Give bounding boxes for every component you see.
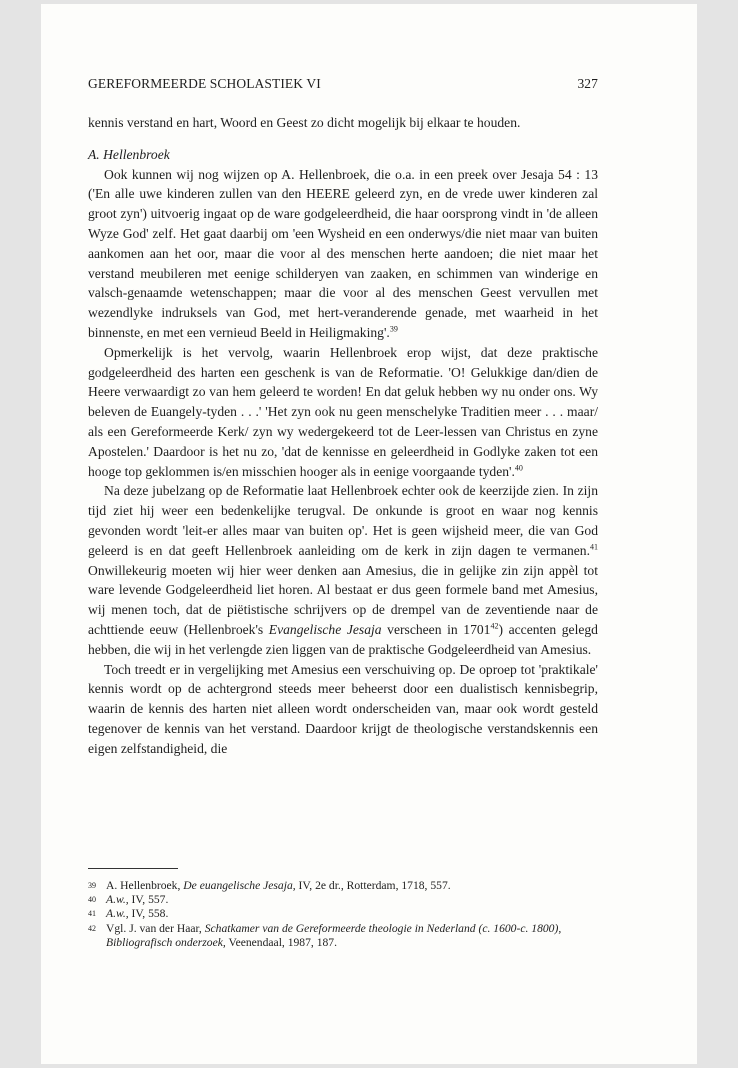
footnote-title: De euangelische Jesaja, xyxy=(183,879,296,892)
footnote-number: 41 xyxy=(88,909,96,919)
paragraph-text: Ook kunnen wij nog wijzen op A. Hellenbroek, die o.a. in een preek over Jesaja 54 : 13 ('En alle uwe kinderen zullen van den HEERE geleerd zyn, en de vrede uwer kinderen zal groot zyn') uitvoerig ingaat op de ware godgeleerdheid, die haar oorsprong vindt in 'de alleen Wyze God' zelf. Het gaat daarbij om 'een Wysheid en een onderwys/die niet maar van buiten aankomen aan het oor, maar die voor al des menschen herte aandoen; die niet maar het verstand meubileren met eenige schilderyen van zaaken, en schimmen van winderige en valsch-genaamde wetenschappen; maar die voor al des menschen Geest vervullen met wezendlyke indruksels van God, met hert-veranderende genade, met waarheid in het binnenste, en met een vernieud Beeld in Heiligmaking'. xyxy=(88,166,598,340)
section-heading: A. Hellenbroek xyxy=(88,146,170,162)
footnote xyxy=(88,922,598,950)
footnote-text: Vgl. J. van der Haar, xyxy=(106,921,205,935)
footnote-number: 40 xyxy=(88,895,96,905)
footnote-text: IV, 557. xyxy=(128,893,169,907)
footnote-ref: 40 xyxy=(514,463,523,473)
paragraph-text: Opmerkelijk is het vervolg, waarin Hellenbroek erop wijst, dat deze praktische godgeleerdheid des harten een geschenk is van de Reformatie. 'O! Gelukkige dan/dien de Heere verwaardigt zo van hem geleerd te worden! En dat geluk hebben wy nu onder ons. Wy beleven de Euangely-tyden . . .' 'Het zyn ook nu geen menschelyke Traditien meer . . . maar/ als een Gereformeerde Kerk/ zyn wy wedergekeerd tot de Leer-lessen van Christus en zyne Apostelen.' Daardoor is het nu zo, 'dat de kennisse en geleerdheid in Godlyke zaken tot een hooge top geklommen is/en misschien hooger als in eenige voorgaande tyden'. xyxy=(88,344,598,479)
footnote-ref: 39 xyxy=(389,324,398,334)
paragraph xyxy=(88,660,598,759)
paragraph-text: Onwillekeurig moeten wij hier weer denken aan Amesius, die in gelijke zin zijn appèl tot ware levende Godgeleerdheid liet horen. Al bestaat er dus geen formele band met Amesius, wij menen toch, dat de piëtistische schrijvers op de drempel van de zeventiende naar de achttiende eeuw (Hellenbroek's xyxy=(88,562,598,637)
paragraph xyxy=(88,481,598,659)
body-text xyxy=(88,113,598,759)
footnote-title: A.w., xyxy=(106,907,129,921)
footnote xyxy=(88,879,598,893)
footnote xyxy=(88,893,598,907)
paragraph xyxy=(88,165,598,343)
book-title: Evangelische Jesaja xyxy=(268,621,382,637)
page-number: 327 xyxy=(577,76,598,91)
paragraph-text: verscheen in 1701 xyxy=(381,621,491,637)
footnote-number: 39 xyxy=(88,881,96,890)
footnote-ref: 41 xyxy=(590,542,598,552)
footnote-divider xyxy=(88,868,178,869)
paragraph-text: ) accenten gelegd hebben, die wij in het verlengde zien liggen van de praktische Godgeleerdheid van Amesius. xyxy=(88,621,598,657)
footnote-number: 42 xyxy=(88,923,96,933)
footnote-title: A.w., xyxy=(106,893,129,907)
paragraph-text: Na deze jubelzang op de Reformatie laat Hellenbroek echter ook de keerzijde zien. In zijn tijd ziet hij weer een bedenkelijke terugval. De onkunde is groot en waar nog kennis gevonden wordt 'leit-er alles maar van buiten op'. Het is geen wijsheid meer, die van God geleerd is en dat geeft Hellenbroek aanleiding om de kerk in zijn dagen te vermanen. xyxy=(88,483,598,558)
paragraph-text: kennis verstand en hart, Woord en Geest zo dicht mogelijk bij elkaar te houden. xyxy=(88,115,521,130)
paragraph xyxy=(88,113,598,133)
footnotes xyxy=(88,879,598,950)
paragraph xyxy=(88,343,598,482)
paragraph-text: Toch treedt er in vergelijking met Amesius een verschuiving op. De oproep tot 'praktikale' kennis wordt op de achtergrond steeds meer beheerst door een dualistisch kennisbegrip, waarin de kennis des harten niet alleen wordt onderscheiden van, maar ook wordt gesteld tegenover de kennis van het verstand. Daardoor krijgt de theologische verstandskennis een eigen zelfstandigheid, die xyxy=(88,661,598,756)
footnote-text: IV, 2e dr., Rotterdam, 1718, 557. xyxy=(295,879,451,892)
footnote xyxy=(88,907,598,921)
running-header xyxy=(88,76,598,96)
footnote-text: Veenendaal, 1987, 187. xyxy=(225,935,337,949)
footnote-title: Schatkamer van de Gereformeerde theologie in Nederland (c. 1600-c. 1800), Bibliografisch onderzoek, xyxy=(106,921,562,949)
footnote-text: A. Hellenbroek, xyxy=(106,879,184,892)
running-title: GEREFORMEERDE SCHOLASTIEK VI xyxy=(88,76,321,91)
footnote-ref: 42 xyxy=(490,621,499,631)
footnote-text: IV, 558. xyxy=(128,907,169,921)
